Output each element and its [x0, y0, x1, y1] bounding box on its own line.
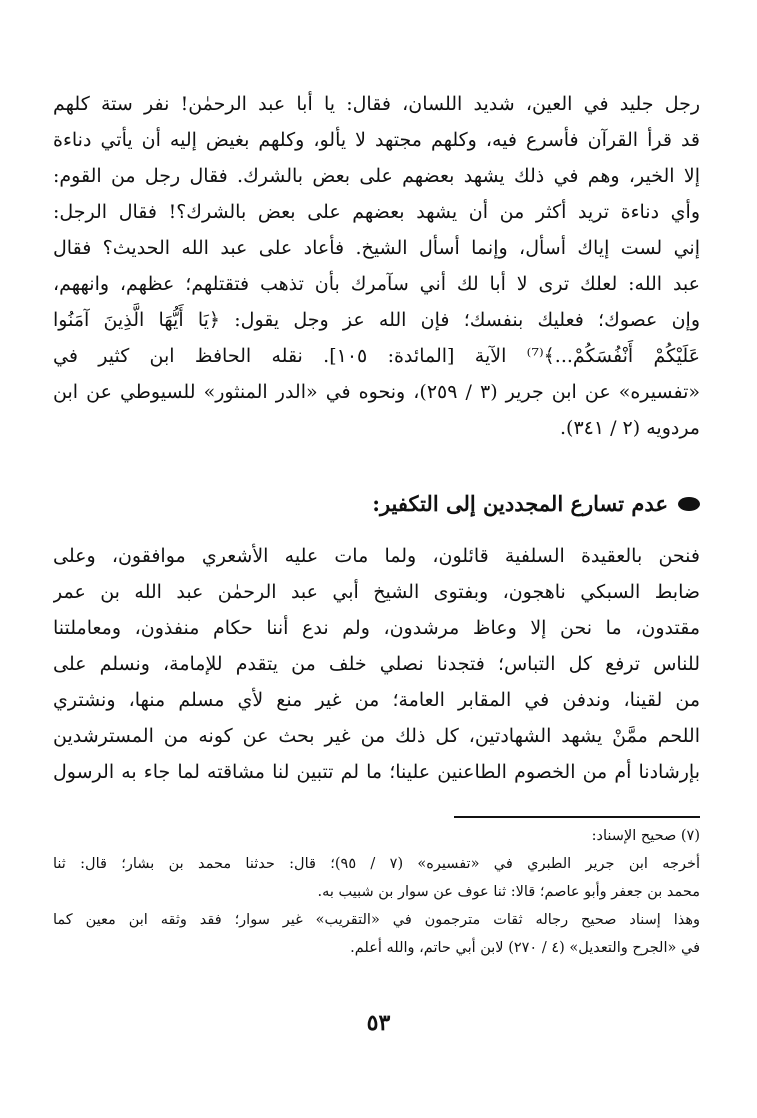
- text-line: مقتدون، ما نحن إلا وعاظ مرشدون، ولم ندع أننا حكام منفذون، ومعاملتنا: [53, 617, 700, 639]
- footnote-line: (٧) صحيح الإسناد:: [591, 828, 700, 844]
- text-line: إلا الخير، وهم في ذلك يشهد بعضهم على بعض بالشرك. فقال رجل من القوم:: [53, 165, 700, 187]
- text-line: للناس ترفع كل التباس؛ فتجدنا نصلي خلف من يتقدم للإمامة، ونسلم على: [53, 653, 700, 675]
- section-heading: [372, 484, 700, 524]
- text-line: رجل جليد في العين، شديد اللسان، فقال: يا أبا عبد الرحمٰن! نفر ستة كلهم: [53, 93, 700, 115]
- footnote-line: محمد بن جعفر وأبو عاصم؛ قالا: ثنا عوف عن سوار بن شبيب به.: [317, 884, 700, 900]
- footnotes: [53, 822, 700, 962]
- text-line: من لقينا، وندفن في المقابر العامة؛ من غير منع لأي مسلم منها، ونشتري: [53, 689, 700, 711]
- text-line: «تفسيره» عن ابن جرير (٣ / ٢٥٩)، ونحوه في «الدر المنثور» للسيوطي عن ابن: [53, 381, 700, 403]
- text-line: إني لست إياك أسأل، وإنما أسأل الشيخ. فأعاد على عبد الله الحديث؟ فقال: [53, 237, 700, 259]
- text-line: عبد الله: لعلك ترى لا أبا لك أني سآمرك بأن تذهب فتقتلهم؛ عظهم، وانههم،: [53, 273, 700, 295]
- bullet-icon: [678, 497, 700, 511]
- text-line: وإن عصوك؛ فعليك بنفسك؛ فإن الله عز وجل يقول: ﴿يَا أَيُّهَا الَّذِينَ آمَنُوا: [53, 309, 700, 331]
- text-line: ضابط السبكي ناهجون، وبفتوى الشيخ أبي عبد الرحمٰن عبد الله بن عمر: [53, 581, 700, 603]
- footnote-line: أخرجه ابن جرير الطبري في «تفسيره» (٧ / ٩٥)؛ قال: حدثنا محمد بن بشار؛ قال: ثنا: [53, 856, 700, 872]
- text-line: فنحن بالعقيدة السلفية قائلون، ولما مات عليه الأشعري موافقون، وعلى: [53, 545, 700, 567]
- paragraph-2: [53, 538, 700, 790]
- text-line: وأي دناءة تريد أكثر من أن يشهد بعضهم على بعض بالشرك؟! فقال الرجل:: [53, 201, 700, 223]
- text-line: مردويه (٢ / ٣٤١).: [559, 417, 700, 439]
- text-line: قد قرأ القرآن فأسرع فيه، وكلهم مجتهد لا يألو، وكلهم بغيض إليه أن يأتي دناءة: [53, 129, 700, 151]
- text-line: عَلَيْكُمْ أَنْفُسَكُمْ...﴾⁽⁷⁾ الآية [المائدة: ١٠٥]. نقله الحافظ ابن كثير في: [53, 345, 700, 367]
- paragraph-1: [53, 86, 700, 446]
- page-number: ٥٣: [366, 1010, 391, 1036]
- text-line: اللحم ممَّنْ يشهد الشهادتين، كل ذلك من غير بحث عن كونه من المسترشدين: [53, 725, 700, 747]
- text-line: بإرشادنا أم من الخصوم الطاعنين علينا؛ ما لم تتبين لنا مشاقته لما جاء به الرسول: [53, 761, 700, 783]
- footnote-line: في «الجرح والتعديل» (٤ / ٢٧٠) لابن أبي حاتم، والله أعلم.: [350, 940, 700, 956]
- footnote-divider: [454, 816, 700, 818]
- section-heading-text: عدم تسارع المجددين إلى التكفير:: [372, 491, 668, 516]
- footnote-line: وهذا إسناد صحيح رجاله ثقات مترجمون في «التقريب» غير سوار؛ فقد وثقه ابن معين كما: [53, 912, 700, 928]
